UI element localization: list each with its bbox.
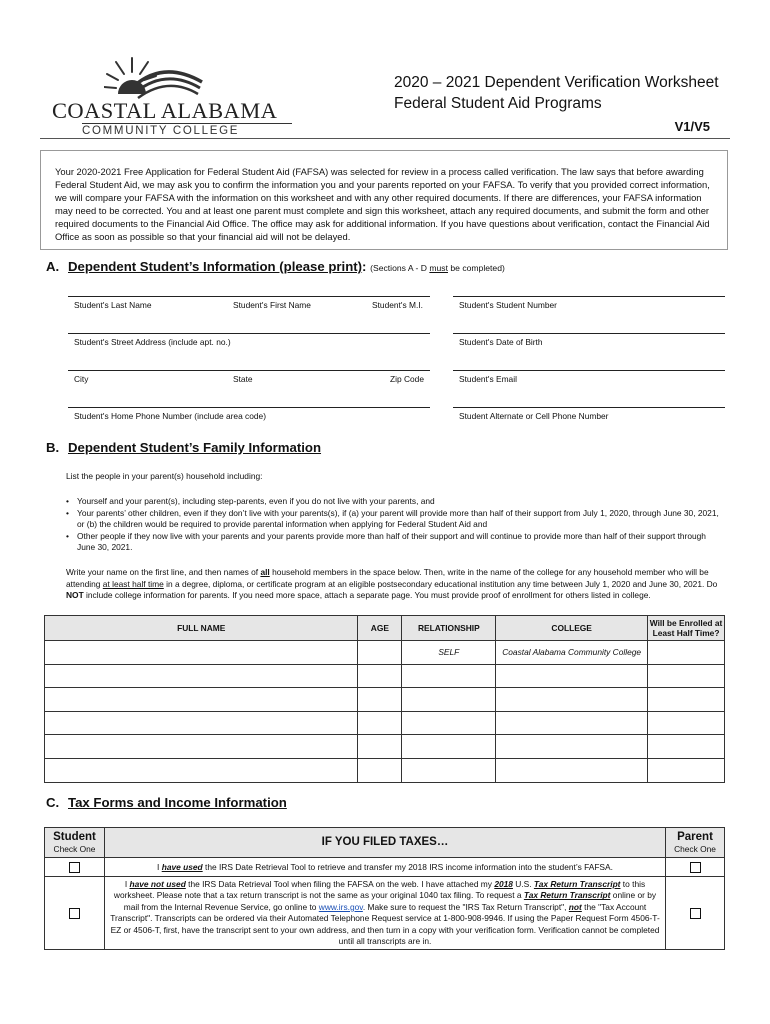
cell-relationship[interactable] <box>402 735 496 759</box>
cell-age[interactable] <box>358 735 402 759</box>
table-row <box>45 735 725 759</box>
table-header-row <box>45 828 725 858</box>
section-a-title: Dependent Student’s Information (please print) <box>68 259 363 274</box>
cell-half-time[interactable] <box>648 711 725 735</box>
col-relationship: RELATIONSHIP <box>402 616 496 641</box>
table-header-row <box>45 616 725 641</box>
list-item: • Other people if they now live with your parents and your parents provide more than half of their support and will continue to provide more than half of their support through June 30, 2021. <box>66 531 726 554</box>
state-label: State <box>233 374 253 384</box>
cell-relationship[interactable] <box>402 758 496 782</box>
not-used-drt-text: I have not used the IRS Data Retrieval Tool when filing the FAFSA on the web. I have attached my 2018 U.S. Tax Return Transcript to this worksheet. Please note that a tax return transcript is not the same as your original 1040 tax filing. To request a Tax Return Transcript online or by mail from the Internal Revenue Service, go online to www.irs.gov. Make sure to request the "IRS Tax Return Transcript", not the "Tax Account Transcript". Transcripts can be ordered via their Automated Telephone Request service at 1-800-908-9946. If using the Paper Request Form 4506-T-EZ or 4506-T, first, have the transcript sent to your own address, and then turn in a copy with your verification form. Verification cannot be completed until all transcripts are in. <box>104 877 665 950</box>
dob-label: Student's Date of Birth <box>459 337 543 347</box>
home-phone-label: Student's Home Phone Number (include area code) <box>74 411 267 421</box>
section-b-title: Dependent Student’s Family Information <box>68 440 322 455</box>
cell-half-time[interactable] <box>648 688 725 712</box>
cell-age[interactable] <box>358 758 402 782</box>
cell-college[interactable] <box>496 711 648 735</box>
student-name-field[interactable] <box>68 296 430 310</box>
tax-info-table <box>44 827 725 950</box>
section-a-heading <box>46 259 505 274</box>
zip-label: Zip Code <box>390 374 424 384</box>
list-item: • Yourself and your parent(s), including step-parents, even if you do not live with your parents, and <box>66 496 726 508</box>
parent-check-one: Check One <box>674 844 716 854</box>
street-address-field[interactable] <box>68 333 430 347</box>
section-b-lead: List the people in your parent(s) household including: <box>66 471 263 481</box>
street-label: Student's Street Address (include apt. no.) <box>74 337 231 347</box>
cell-full-name[interactable] <box>45 711 358 735</box>
student-check-one: Check One <box>53 844 96 854</box>
last-name-label: Student's Last Name <box>74 300 152 310</box>
cell-relationship[interactable]: SELF <box>402 641 496 665</box>
if-filed-taxes-head: IF YOU FILED TAXES… <box>104 828 665 858</box>
student-number-label: Student's Student Number <box>459 300 557 310</box>
table-row <box>45 858 725 877</box>
student-used-drt-checkbox[interactable] <box>69 862 80 873</box>
section-a-letter: A. <box>46 259 60 274</box>
mi-label: Student's M.I. <box>372 300 423 310</box>
email-field[interactable] <box>453 370 725 384</box>
cell-full-name[interactable] <box>45 758 358 782</box>
student-head: Student <box>53 831 96 843</box>
table-row <box>45 758 725 782</box>
city-label: City <box>74 374 89 384</box>
alt-phone-field[interactable] <box>453 407 725 421</box>
home-phone-field[interactable] <box>68 407 430 421</box>
header-divider <box>40 138 730 139</box>
household-table <box>44 615 725 783</box>
col-age: AGE <box>358 616 402 641</box>
first-name-label: Student's First Name <box>233 300 311 310</box>
alt-phone-label: Student Alternate or Cell Phone Number <box>459 411 609 421</box>
cell-relationship[interactable] <box>402 711 496 735</box>
cell-age[interactable] <box>358 688 402 712</box>
section-b-letter: B. <box>46 440 60 455</box>
city-state-zip-field[interactable] <box>68 370 430 384</box>
cell-college[interactable] <box>496 758 648 782</box>
parent-used-drt-checkbox[interactable] <box>690 862 701 873</box>
cell-full-name[interactable] <box>45 664 358 688</box>
section-a-note: (Sections A - D must be completed) <box>370 263 505 273</box>
cell-age[interactable] <box>358 641 402 665</box>
section-c-heading <box>46 795 287 810</box>
table-row <box>45 877 725 950</box>
section-a-colon: : <box>362 259 367 274</box>
cell-relationship[interactable] <box>402 688 496 712</box>
irs-website-link[interactable]: www.irs.gov <box>318 901 363 912</box>
cell-full-name[interactable] <box>45 735 358 759</box>
cell-age[interactable] <box>358 664 402 688</box>
col-half-time: Will be Enrolled at Least Half Time? <box>648 616 725 641</box>
list-item: • Your parents’ other children, even if they don’t live with your parents(s), if (a) your parent will provide more than half of their support from July 1, 2020, through June 30, 2021, or (b) the children would be required to provide parental information when applying for Federal Student Aid and <box>66 508 726 531</box>
cell-half-time[interactable] <box>648 664 725 688</box>
section-b-heading <box>46 440 321 455</box>
version-code: V1/V5 <box>674 119 710 134</box>
col-college: COLLEGE <box>496 616 648 641</box>
title-line-1: 2020 – 2021 Dependent Verification Worksheet <box>394 74 719 91</box>
cell-college[interactable]: Coastal Alabama Community College <box>496 641 648 665</box>
table-row <box>45 664 725 688</box>
used-drt-text: I have used the IRS Date Retrieval Tool to retrieve and transfer my 2018 IRS income information into the student’s FAFSA. <box>104 858 665 877</box>
household-criteria-list <box>66 496 726 554</box>
intro-box: Your 2020-2021 Free Application for Federal Student Aid (FAFSA) was selected for review in a process called verification. The law says that before awarding Federal Student Aid, we may ask you to confirm the information you and your parents reported on your FAFSA. To verify that you provided correct information, we will compare your FAFSA with the information on this worksheet and with any other required documents. If there are differences, your FAFSA information may need to be corrected. You and at least one parent must complete and sign this worksheet, attach any required documents, and submit the form and other required documents to the Financial Aid Office. The office may ask for additional information. If you have questions about verification, contact the Financial Aid Office as soon as possible so that your financial aid will not be delayed. <box>40 150 728 250</box>
document-title <box>394 72 719 114</box>
cell-college[interactable] <box>496 735 648 759</box>
date-of-birth-field[interactable] <box>453 333 725 347</box>
table-row <box>45 688 725 712</box>
title-line-2: Federal Student Aid Programs <box>394 95 602 112</box>
cell-half-time[interactable] <box>648 735 725 759</box>
college-logo <box>52 52 278 137</box>
student-not-used-drt-checkbox[interactable] <box>69 908 80 919</box>
cell-half-time[interactable] <box>648 758 725 782</box>
section-c-title: Tax Forms and Income Information <box>68 795 287 810</box>
student-column-head <box>45 828 105 858</box>
col-full-name: FULL NAME <box>45 616 358 641</box>
section-c-letter: C. <box>46 795 60 810</box>
sun-waves-icon <box>104 52 204 102</box>
cell-college[interactable] <box>496 664 648 688</box>
cell-half-time[interactable] <box>648 641 725 665</box>
table-row <box>45 641 725 665</box>
cell-college[interactable] <box>496 688 648 712</box>
college-name: COASTAL ALABAMA <box>52 98 278 123</box>
student-number-field[interactable] <box>453 296 725 310</box>
table-row <box>45 711 725 735</box>
cell-relationship[interactable] <box>402 664 496 688</box>
cell-full-name[interactable] <box>45 641 358 665</box>
cell-age[interactable] <box>358 711 402 735</box>
cell-full-name[interactable] <box>45 688 358 712</box>
email-label: Student's Email <box>459 374 517 384</box>
parent-not-used-drt-checkbox[interactable] <box>690 908 701 919</box>
parent-head: Parent <box>677 831 713 843</box>
section-b-instructions: Write your name on the first line, and then names of all household members in the space below. Then, write in the name of the college for any household member who will be attending at least half time in a degree, diploma, or certificate program at an eligible postsecondary educational institution any time between July 1, 2020 and June 30, 2021. Do NOT include college information for parents. If you need more space, attach a separate page. You must provide proof of enrollment for others listed in college. <box>66 567 718 601</box>
parent-column-head <box>666 828 725 858</box>
college-subname: COMMUNITY COLLEGE <box>82 123 292 137</box>
